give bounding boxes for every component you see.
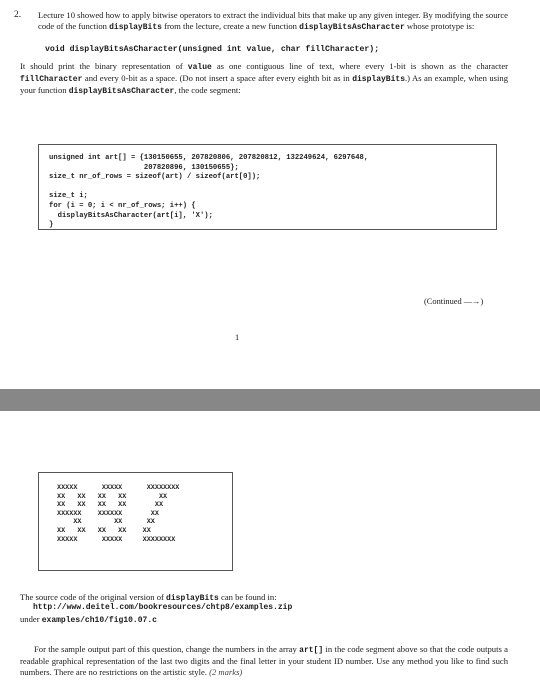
keyword-displaybits: displayBits xyxy=(352,75,405,85)
code-line: } xyxy=(49,221,54,230)
final-text-b: in the code segment above so that the code outputs a readable graphical representation of the last two digits and the final letter in your student ID number. Use any method you like to find such numbers. There are no restrictions on the artistic style. xyxy=(20,644,508,678)
intro-text-c: whose prototype is: xyxy=(404,21,475,32)
page-separator xyxy=(0,389,540,411)
req-text-b: as one contiguous line of text, where every 1-bit is shown as the character xyxy=(211,61,508,71)
sample-output-box xyxy=(38,472,233,571)
art-line: XX XX XX XX XX xyxy=(57,492,168,501)
code-segment xyxy=(49,154,368,231)
sample-output-art xyxy=(57,484,179,544)
code-line: displayBitsAsCharacter(art[i], 'X'); xyxy=(49,211,213,220)
req-text-d: .) As an example, when using your function xyxy=(20,73,508,96)
question-intro xyxy=(38,10,508,33)
continued-note: (Continued —→) xyxy=(424,297,484,306)
code-line: 207820896, 130150655}; xyxy=(49,163,239,172)
keyword-value: value xyxy=(187,63,212,72)
page-number: 1 xyxy=(235,333,240,342)
req-text-e: , the code segment: xyxy=(174,85,241,96)
art-line: XX XX XX xyxy=(57,518,155,527)
intro-text-b: from the lecture, create a new function xyxy=(161,21,300,32)
source-under-text: under xyxy=(20,614,42,624)
req-text-a: It should print the binary representation of xyxy=(20,61,188,71)
marks-label: (2 marks) xyxy=(209,667,243,678)
art-line: XXXXX XXXXX XXXXXXXX xyxy=(57,484,180,492)
question-number: 2. xyxy=(14,10,22,20)
art-line: XX XX XX XX XX xyxy=(57,501,164,510)
code-line: for (i = 0; i < nr_of_rows; i++) { xyxy=(49,201,196,210)
question-requirements xyxy=(20,61,508,98)
source-url-link[interactable]: http://www.deitel.com/bookresources/chtp8/examples.zip xyxy=(33,603,293,612)
keyword-art: art[] xyxy=(299,646,324,655)
code-line: unsigned int art[] = {130150655, 207820806, 207820812, 132249624, 6297648, xyxy=(49,154,369,162)
req-text-c: and every 0-bit as a space. (Do not insert a space after every eighth bit as in xyxy=(82,73,353,84)
art-line: XXXXX XXXXX XXXXXXXX xyxy=(57,535,176,544)
code-line: size_t nr_of_rows = sizeof(art) / sizeof(art[0]); xyxy=(49,173,261,182)
source-function-name: displayBits xyxy=(166,594,219,603)
keyword-function: displayBitsAsCharacter xyxy=(68,87,175,97)
final-instructions xyxy=(20,644,508,679)
code-line: size_t i; xyxy=(49,192,88,201)
art-line: XX XX XX XX XX xyxy=(57,526,151,535)
source-text-a: The source code of the original version of xyxy=(20,592,167,602)
intro-text-a: Lecture 10 showed how to apply bitwise operators to extract the individual bits that make up any given integer. By modifying the source code of the function xyxy=(38,10,508,32)
function-prototype: void displayBitsAsCharacter(unsigned int value, char fillCharacter); xyxy=(45,45,380,54)
keyword-fillcharacter: fillCharacter xyxy=(20,75,83,85)
function-name-displaybits: displayBits xyxy=(109,23,162,33)
source-path xyxy=(20,614,157,625)
source-text-b: can be found in: xyxy=(218,592,277,602)
code-segment-box xyxy=(38,144,497,230)
function-name-new: displayBitsAsCharacter xyxy=(299,23,405,33)
final-text-a: For the sample output part of this question, change the numbers in the array xyxy=(34,644,300,654)
art-line: XXXXXX XXXXXX XX xyxy=(57,509,159,518)
source-file-path: examples/ch10/fig10.07.c xyxy=(41,616,157,625)
